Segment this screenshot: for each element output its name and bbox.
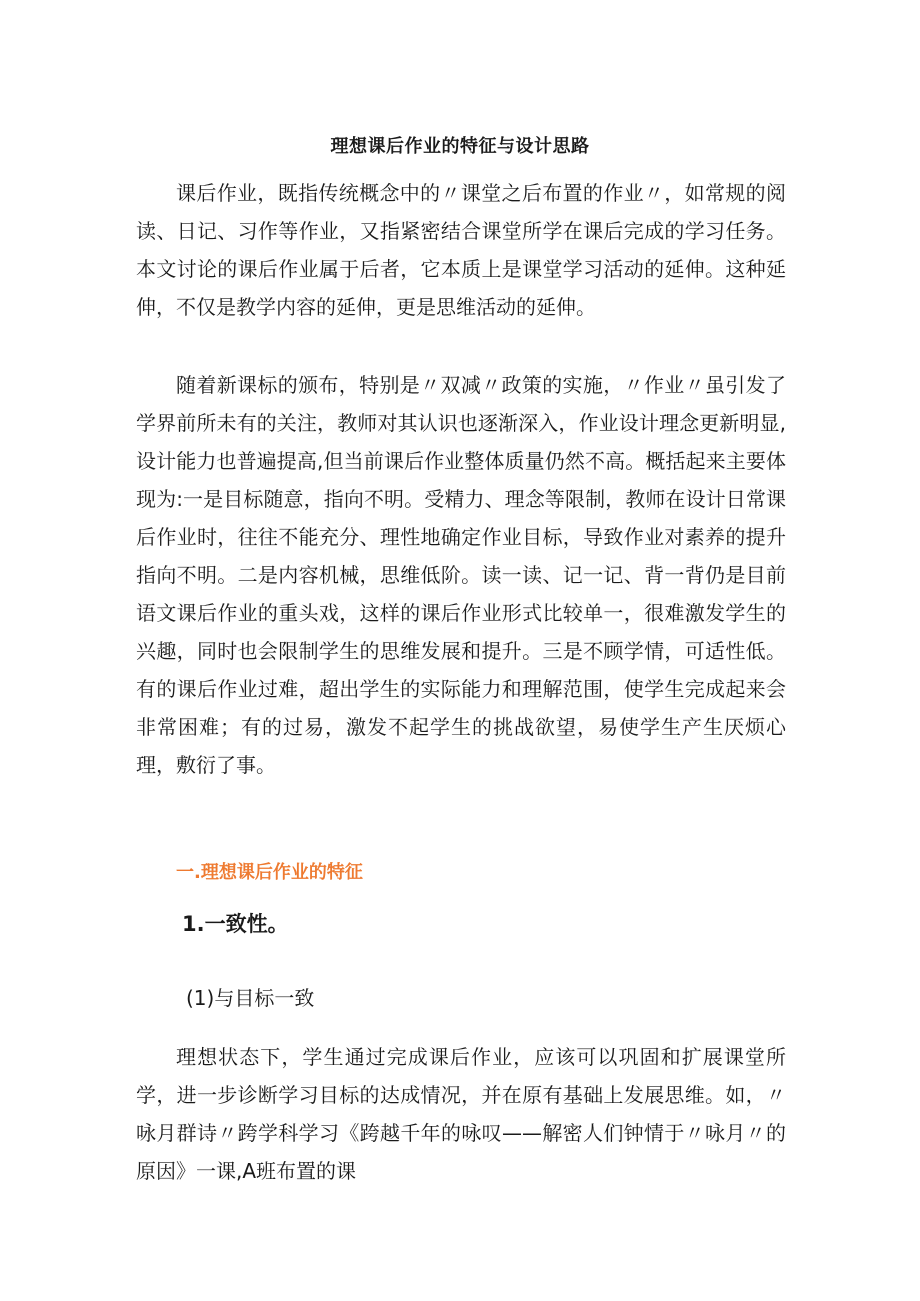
subsection-heading: 1.一致性。: [182, 912, 289, 936]
document-title: 理想课后作业的特征与设计思路: [330, 136, 590, 157]
subsubsection-heading: (1)与目标一致: [186, 986, 315, 1010]
paragraph-goal-alignment: 理想状态下，学生通过完成课后作业，应该可以巩固和扩展课堂所学，进一步诊断学习目标的达成情况，并在原有基础上发展思维。如，〃咏月群诗〃跨学科学习《跨越千年的咏叹——解密人们钟情于〃咏月〃的原因》一课,A班布置的课: [136, 1045, 786, 1183]
paragraph-intro: 课后作业，既指传统概念中的〃课堂之后布置的作业〃，如常规的阅读、日记、习作等作业，又指紧密结合课堂所学在课后完成的学习任务。本文讨论的课后作业属于后者，它本质上是课堂学习活动的延伸。这种延伸，不仅是教学内容的延伸，更是思维活动的延伸。: [136, 181, 786, 319]
paragraph-problems: 随着新课标的颁布，特别是〃双减〃政策的实施，〃作业〃虽引发了学界前所未有的关注，教师对其认识也逐渐深入，作业设计理念更新明显,设计能力也普遍提高,但当前课后作业整体质量仍然不高。概括起来主要体现为:一是目标随意，指向不明。受精力、理念等限制，教师在设计日常课后作业时，往往不能充分、理性地确定作业目标，导致作业对素养的提升指向不明。二是内容机械，思维低阶。读一读、记一记、背一背仍是目前语文课后作业的重头戏，这样的课后作业形式比较单一，很难激发学生的兴趣，同时也会限制学生的思维发展和提升。三是不顾学情，可适性低。有的课后作业过难，超出学生的实际能力和理解范围，使学生完成起来会非常困难；有的过易，激发不起学生的挑战欲望，易使学生产生厌烦心理，敷衍了事。: [136, 373, 786, 777]
section-heading: 一.理想课后作业的特征: [176, 862, 363, 883]
